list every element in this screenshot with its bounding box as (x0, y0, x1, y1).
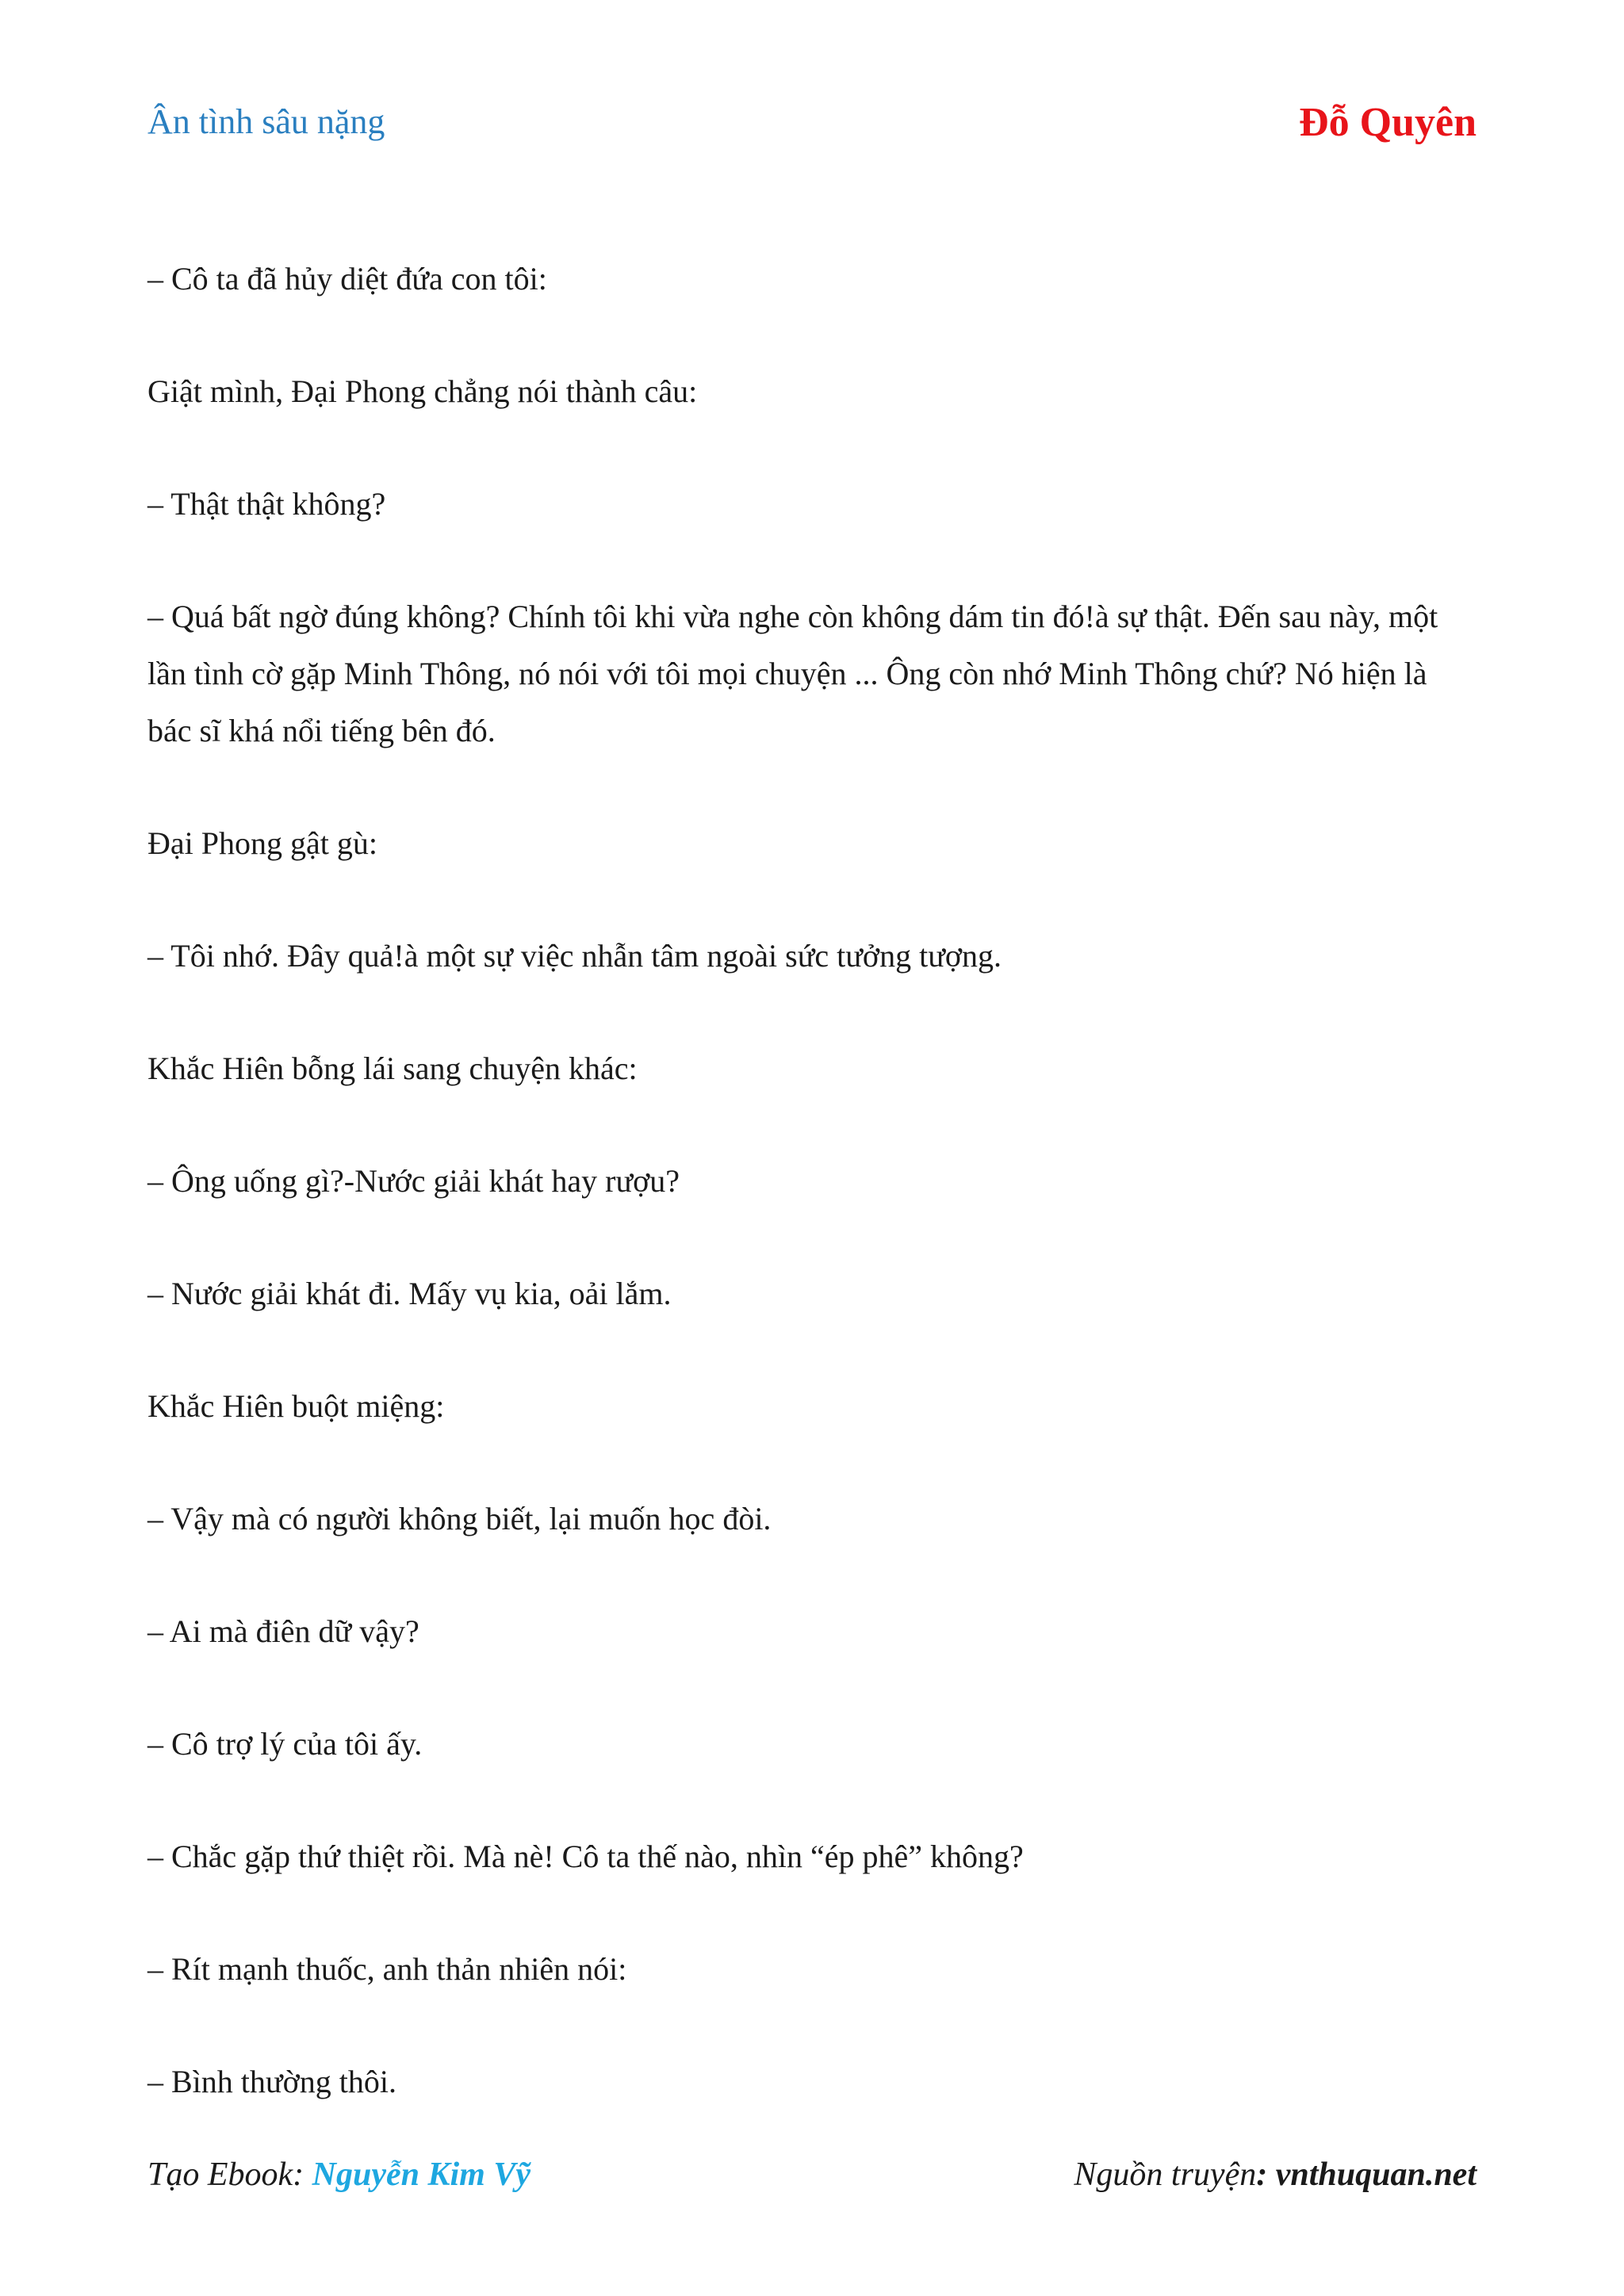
author-name: Đỗ Quyên (1299, 100, 1477, 145)
paragraph: – Quá bất ngờ đúng không? Chính tôi khi vừa nghe còn không dám tin đó!à sự thật. Đến sau này, một lần tình cờ gặp Minh Thông, nó nói với tôi mọi chuyện ... Ông còn nhớ Minh Thông chứ? Nó hiện là bác sĩ khá nổi tiếng bên đó. (147, 599, 1438, 748)
source-label: Nguồn truyện (1074, 2156, 1257, 2193)
paragraph: Khắc Hiên buột miệng: (147, 1388, 445, 1424)
paragraph: – Rít mạnh thuốc, anh thản nhiên nói: (147, 1951, 627, 1987)
paragraph: – Bình thường thôi. (147, 2064, 396, 2099)
paragraph: – Ai mà điên dữ vậy? (147, 1613, 419, 1649)
paragraph: – Vậy mà có người không biết, lại muốn học đòi. (147, 1501, 772, 1536)
source-credit: Nguồn truyện: vnthuquan.net (1074, 2156, 1477, 2193)
source-site: vnthuquan.net (1275, 2156, 1477, 2193)
paragraph: – Chắc gặp thứ thiệt rồi. Mà nè! Cô ta thế nào, nhìn “ép phê” không? (147, 1839, 1024, 1874)
ebook-label: Tạo Ebook (147, 2156, 293, 2193)
paragraph: – Ông uống gì?-Nước giải khát hay rượu? (147, 1163, 680, 1199)
paragraph: Giật mình, Đại Phong chẳng nói thành câu: (147, 373, 698, 409)
ebook-credit: Tạo Ebook: Nguyễn Kim Vỹ (147, 2156, 530, 2193)
paragraph: – Nước giải khát đi. Mấy vụ kia, oải lắm. (147, 1276, 672, 1311)
book-title: Ân tình sâu nặng (147, 102, 385, 141)
paragraph: – Cô ta đã hủy diệt đứa con tôi: (147, 261, 547, 297)
paragraph: – Thật thật không? (147, 486, 386, 522)
ebook-creator: Nguyễn Kim Vỹ (312, 2156, 530, 2193)
story-body (147, 251, 1477, 2166)
paragraph: – Tôi nhớ. Đây quả!à một sự việc nhẫn tâm ngoài sức tưởng tượng. (147, 938, 1002, 974)
paragraph: Khắc Hiên bỗng lái sang chuyện khác: (147, 1050, 638, 1086)
paragraph: – Cô trợ lý của tôi ấy. (147, 1726, 423, 1762)
paragraph: Đại Phong gật gù: (147, 825, 377, 861)
